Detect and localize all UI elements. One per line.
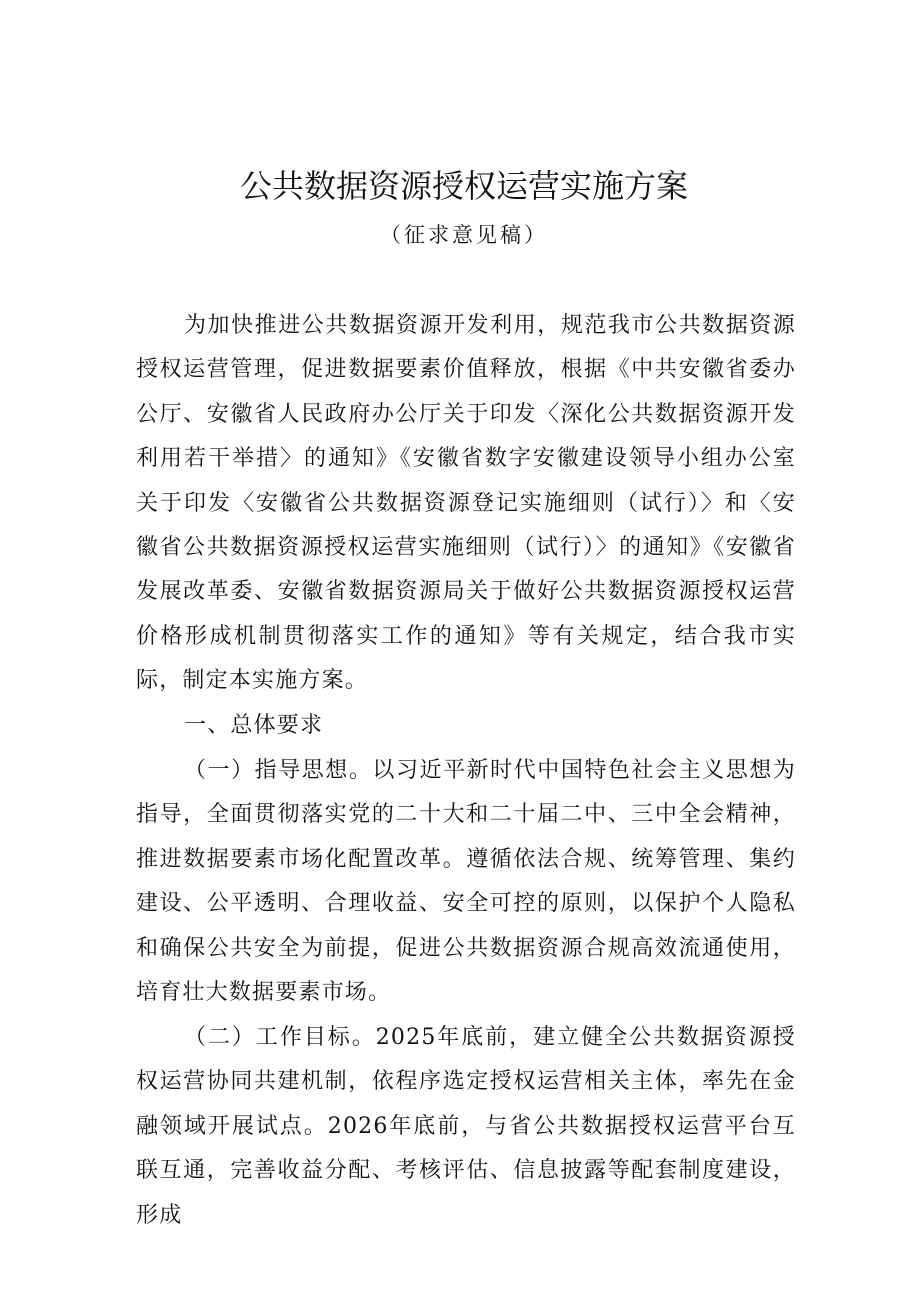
section-heading-overall-requirements: 一、总体要求 [184, 713, 324, 738]
paragraph-work-goals: （二）工作目标。2025年底前，建立健全公共数据资源授权运营协同共建机制，依程序选定授权运营相关主体，率先在金融领域开展试点。2026年底前，与省公共数据授权运营平台互联互通，完善收益分配、考核评估、信息披露等配套制度建设，形成 [136, 1025, 796, 1228]
paragraph-intro: 为加快推进公共数据资源开发利用，规范我市公共数据资源授权运营管理，促进数据要素价值释放，根据《中共安徽省委办公厅、安徽省人民政府办公厅关于印发〈深化公共数据资源开发利用若干举措〉的通知》《安徽省数字安徽建设领导小组办公室关于印发〈安徽省公共数据资源登记实施细则（试行）〉和〈安徽省公共数据资源授权运营实施细则（试行）〉的通知》《安徽省发展改革委、安徽省数据资源局关于做好公共数据资源授权运营价格形成机制贯彻落实工作的通知》等有关规定，结合我市实际，制定本实施方案。 [136, 313, 796, 694]
document-subtitle: （征求意见稿） [380, 223, 548, 247]
paragraph-guiding-ideology: （一）指导思想。以习近平新时代中国特色社会主义思想为指导，全面贯彻落实党的二十大和二十届二中、三中全会精神，推进数据要素市场化配置改革。遵循依法合规、统筹管理、集约建设、公平透明、合理收益、安全可控的原则，以保护个人隐私和确保公共安全为前提，促进公共数据资源合规高效流通使用，培育壮大数据要素市场。 [136, 758, 796, 1006]
document-title: 公共数据资源授权运营实施方案 [239, 167, 688, 205]
